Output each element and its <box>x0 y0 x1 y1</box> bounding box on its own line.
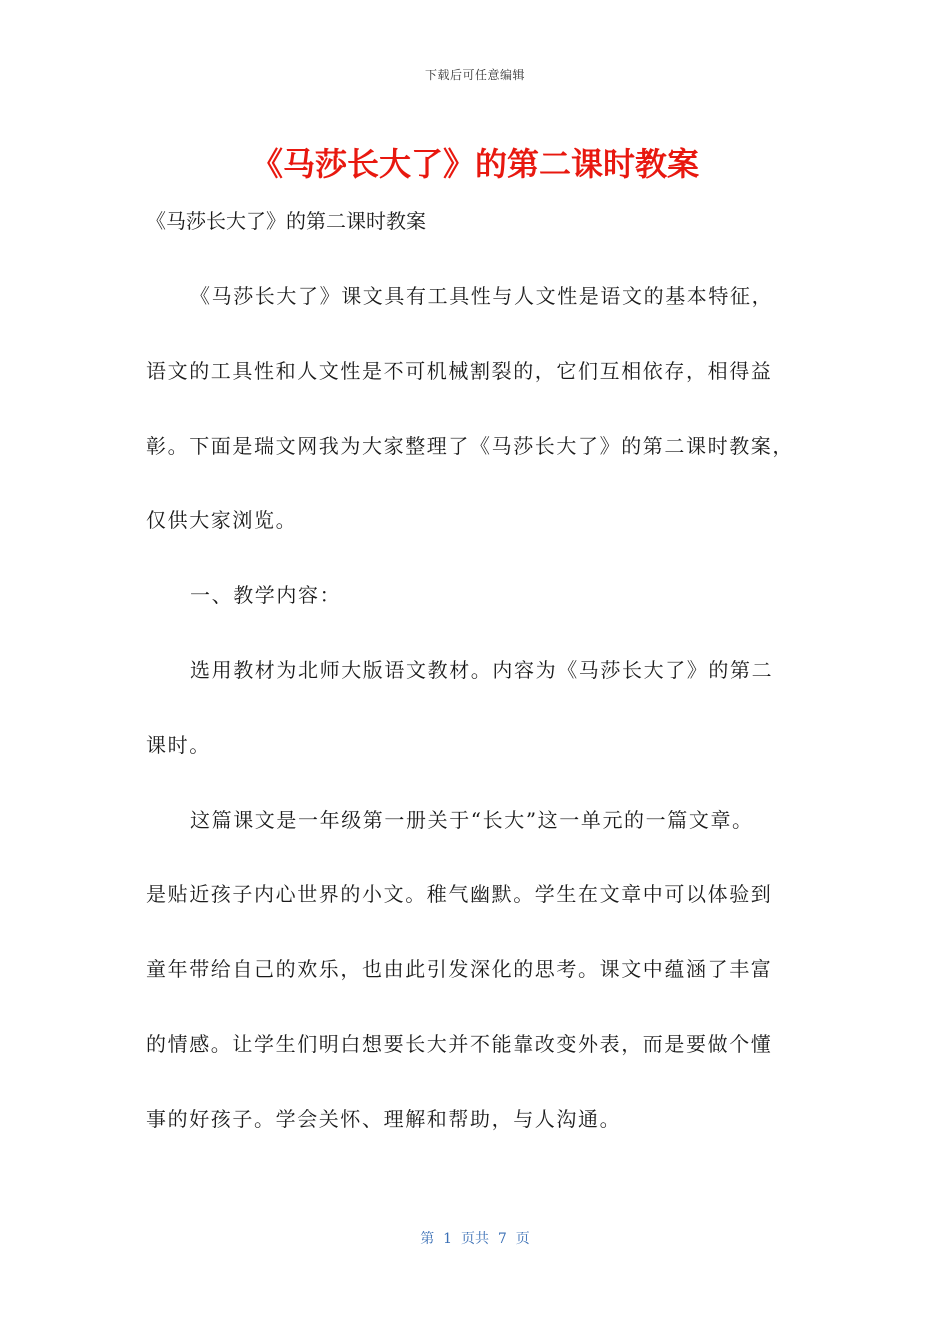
paragraph-line: 语文的工具性和人文性是不可机械割裂的，它们互相依存，相得益 <box>146 358 773 383</box>
paragraph-line: 童年带给自己的欢乐，也由此引发深化的思考。课文中蕴涵了丰富 <box>146 957 773 982</box>
paragraph-line: 这篇课文是一年级第一册关于“长大”这一单元的一篇文章。 <box>190 807 754 832</box>
paragraph-line: 的情感。让学生们明白想要长大并不能靠改变外表，而是要做个懂 <box>146 1031 773 1056</box>
paragraph-line: 是贴近孩子内心世界的小文。稚气幽默。学生在文章中可以体验到 <box>146 882 773 907</box>
paragraph-line: 彰。下面是瑞文网我为大家整理了《马莎长大了》的第二课时教案， <box>146 433 794 458</box>
document-subtitle: 《马莎长大了》的第二课时教案 <box>146 209 426 233</box>
paragraph-line: 仅供大家浏览。 <box>146 508 298 533</box>
body-text <box>146 259 806 1157</box>
page-footer: 第 1 页共 7 页 <box>420 1231 530 1247</box>
document-title: 《马莎长大了》的第二课时教案 <box>250 145 699 183</box>
section-heading: 一、教学内容： <box>190 583 342 608</box>
header-note: 下载后可任意编辑 <box>424 68 525 82</box>
paragraph-line: 课时。 <box>146 732 211 757</box>
paragraph-line: 事的好孩子。学会关怀、理解和帮助，与人沟通。 <box>146 1106 622 1131</box>
paragraph-line: 选用教材为北师大版语文教材。内容为《马莎长大了》的第二 <box>190 657 774 682</box>
paragraph-line: 《马莎长大了》课文具有工具性与人文性是语文的基本特征， <box>190 284 774 308</box>
